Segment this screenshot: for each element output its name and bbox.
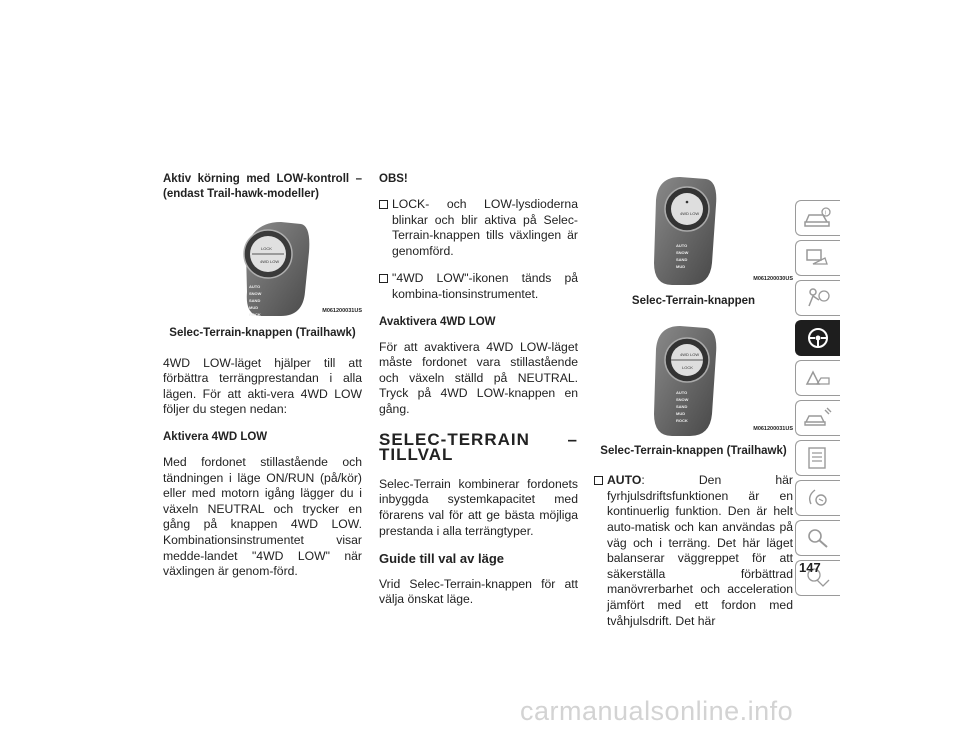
- tab-multimedia[interactable]: [795, 480, 840, 516]
- left-heading: Aktiv körning med LOW-kontroll – (endast Trail-hawk-modeller): [163, 173, 362, 200]
- svg-text:LOCK: LOCK: [261, 246, 272, 251]
- checkbox-bullet-icon: [379, 200, 388, 209]
- svg-text:ROCK: ROCK: [676, 417, 688, 423]
- standard-knob-figure: [594, 175, 793, 290]
- svg-text:MUD: MUD: [676, 264, 686, 269]
- svg-text:SNOW: SNOW: [249, 291, 262, 296]
- tab-index[interactable]: [795, 520, 840, 556]
- obs-heading: OBS!: [379, 173, 408, 185]
- trailhawk-knob-figure: [594, 324, 793, 440]
- svg-text:SAND: SAND: [676, 403, 688, 409]
- roadside-warning-icon: [803, 366, 833, 390]
- paragraph: 4WD LOW-läget hjälper till att förbättra terrängprestandan i alla lägen. För att akti-vera 4WD LOW följer du stegen nedan:: [163, 355, 362, 417]
- specifications-list-icon: [803, 446, 833, 470]
- paragraph: Vrid Selec-Terrain-knappen för att välja önskat läge.: [379, 576, 578, 607]
- subsection-heading: Guide till val av läge: [379, 551, 504, 567]
- search-index-icon: [803, 526, 833, 550]
- list-item: "4WD LOW"-ikonen tänds på kombina-tionsinstrumentet.: [379, 271, 578, 302]
- svg-text:MUD: MUD: [249, 305, 259, 310]
- tab-safety[interactable]: [795, 280, 840, 316]
- figure-code: M061200031US: [753, 426, 793, 432]
- subheading: Avaktivera 4WD LOW: [379, 315, 496, 328]
- paragraph: Med fordonet stillastående och tändningen i läge ON/RUN (på/kör) eller med motorn igång lägger du i växeln NEUTRAL och trycker en gång på knappen 4WD LOW. Kombinationsinstrumentet visar medde-landet "4WD LOW" när växlingen är genom-förd.: [163, 454, 362, 579]
- right-column: [594, 175, 793, 641]
- svg-text:LOCK: LOCK: [682, 364, 693, 370]
- middle-column: [379, 172, 578, 620]
- svg-text:SNOW: SNOW: [676, 250, 689, 255]
- multimedia-icon: [803, 486, 833, 510]
- steering-wheel-icon: [803, 326, 833, 350]
- service-tools-icon: [803, 406, 833, 430]
- figure-caption: Selec-Terrain-knappen (Trailhawk): [169, 327, 356, 339]
- checkbox-bullet-icon: [379, 274, 388, 283]
- svg-text:AUTO: AUTO: [676, 389, 688, 395]
- tab-car-info[interactable]: [795, 200, 840, 236]
- dashboard-message-icon: [803, 246, 833, 270]
- svg-text:SNOW: SNOW: [676, 396, 689, 402]
- figure-caption: Selec-Terrain-knappen: [631, 295, 756, 307]
- paragraph: Selec-Terrain kombinerar fordonets inbyggda systemkapacitet med förarens val för att ge bästa möjliga prestanda i alla terrängtyper.: [379, 476, 578, 538]
- subheading: Aktivera 4WD LOW: [163, 430, 268, 443]
- figure-code: M061200031US: [322, 308, 362, 315]
- svg-text:i: i: [824, 210, 826, 217]
- safety-airbag-icon: [803, 286, 833, 310]
- svg-text:AUTO: AUTO: [249, 284, 261, 289]
- svg-text:MUD: MUD: [676, 410, 686, 416]
- figure-caption: Selec-Terrain-knappen (Trailhawk): [600, 444, 787, 457]
- tab-specifications[interactable]: [795, 440, 840, 476]
- tab-service[interactable]: [795, 400, 840, 436]
- svg-text:AUTO: AUTO: [676, 243, 688, 248]
- svg-text:SAND: SAND: [249, 298, 261, 303]
- svg-text:4WD LOW: 4WD LOW: [680, 351, 700, 357]
- section-heading: SELEC-TERRAIN – TILLVAL: [379, 429, 578, 465]
- svg-text:SAND: SAND: [676, 257, 688, 262]
- tab-dashboard[interactable]: [795, 240, 840, 276]
- trailhawk-knob-figure: [163, 212, 362, 322]
- paragraph: För att avaktivera 4WD LOW-läget måste fordonet vara stillastående och växeln ställd på NEUTRAL. Tryck på 4WD LOW-knappen en gång.: [379, 339, 578, 416]
- checkbox-bullet-icon: [594, 476, 603, 485]
- page-number: 147: [799, 560, 821, 575]
- svg-text:4WD LOW: 4WD LOW: [260, 259, 280, 264]
- left-column: [163, 172, 362, 592]
- svg-text:ROCK: ROCK: [249, 312, 261, 317]
- car-info-icon: [803, 206, 833, 230]
- list-item: AUTO: Den här fyrhjulsdriftsfunktionen är en kontinuerlig funktion. Den är helt auto-matisk och kan användas på väg och i terräng. Det här läget balanserar väggreppet för att säkerställa förbättrad manövrerbarhet och acceleration jämfört med ett fordon med tvåhjulsdrift. Det här: [594, 473, 793, 629]
- tab-starting-operating[interactable]: [795, 320, 840, 356]
- svg-text:4WD LOW: 4WD LOW: [680, 211, 700, 216]
- list-item: LOCK- och LOW-lysdioderna blinkar och blir aktiva på Selec-Terrain-knappen tills växlingen är genomförd.: [379, 197, 578, 259]
- tab-emergency[interactable]: [795, 360, 840, 396]
- figure-code: M061200030US: [753, 276, 793, 283]
- watermark: carmanualsonline.info: [520, 696, 794, 726]
- chapter-tabs: [795, 200, 841, 600]
